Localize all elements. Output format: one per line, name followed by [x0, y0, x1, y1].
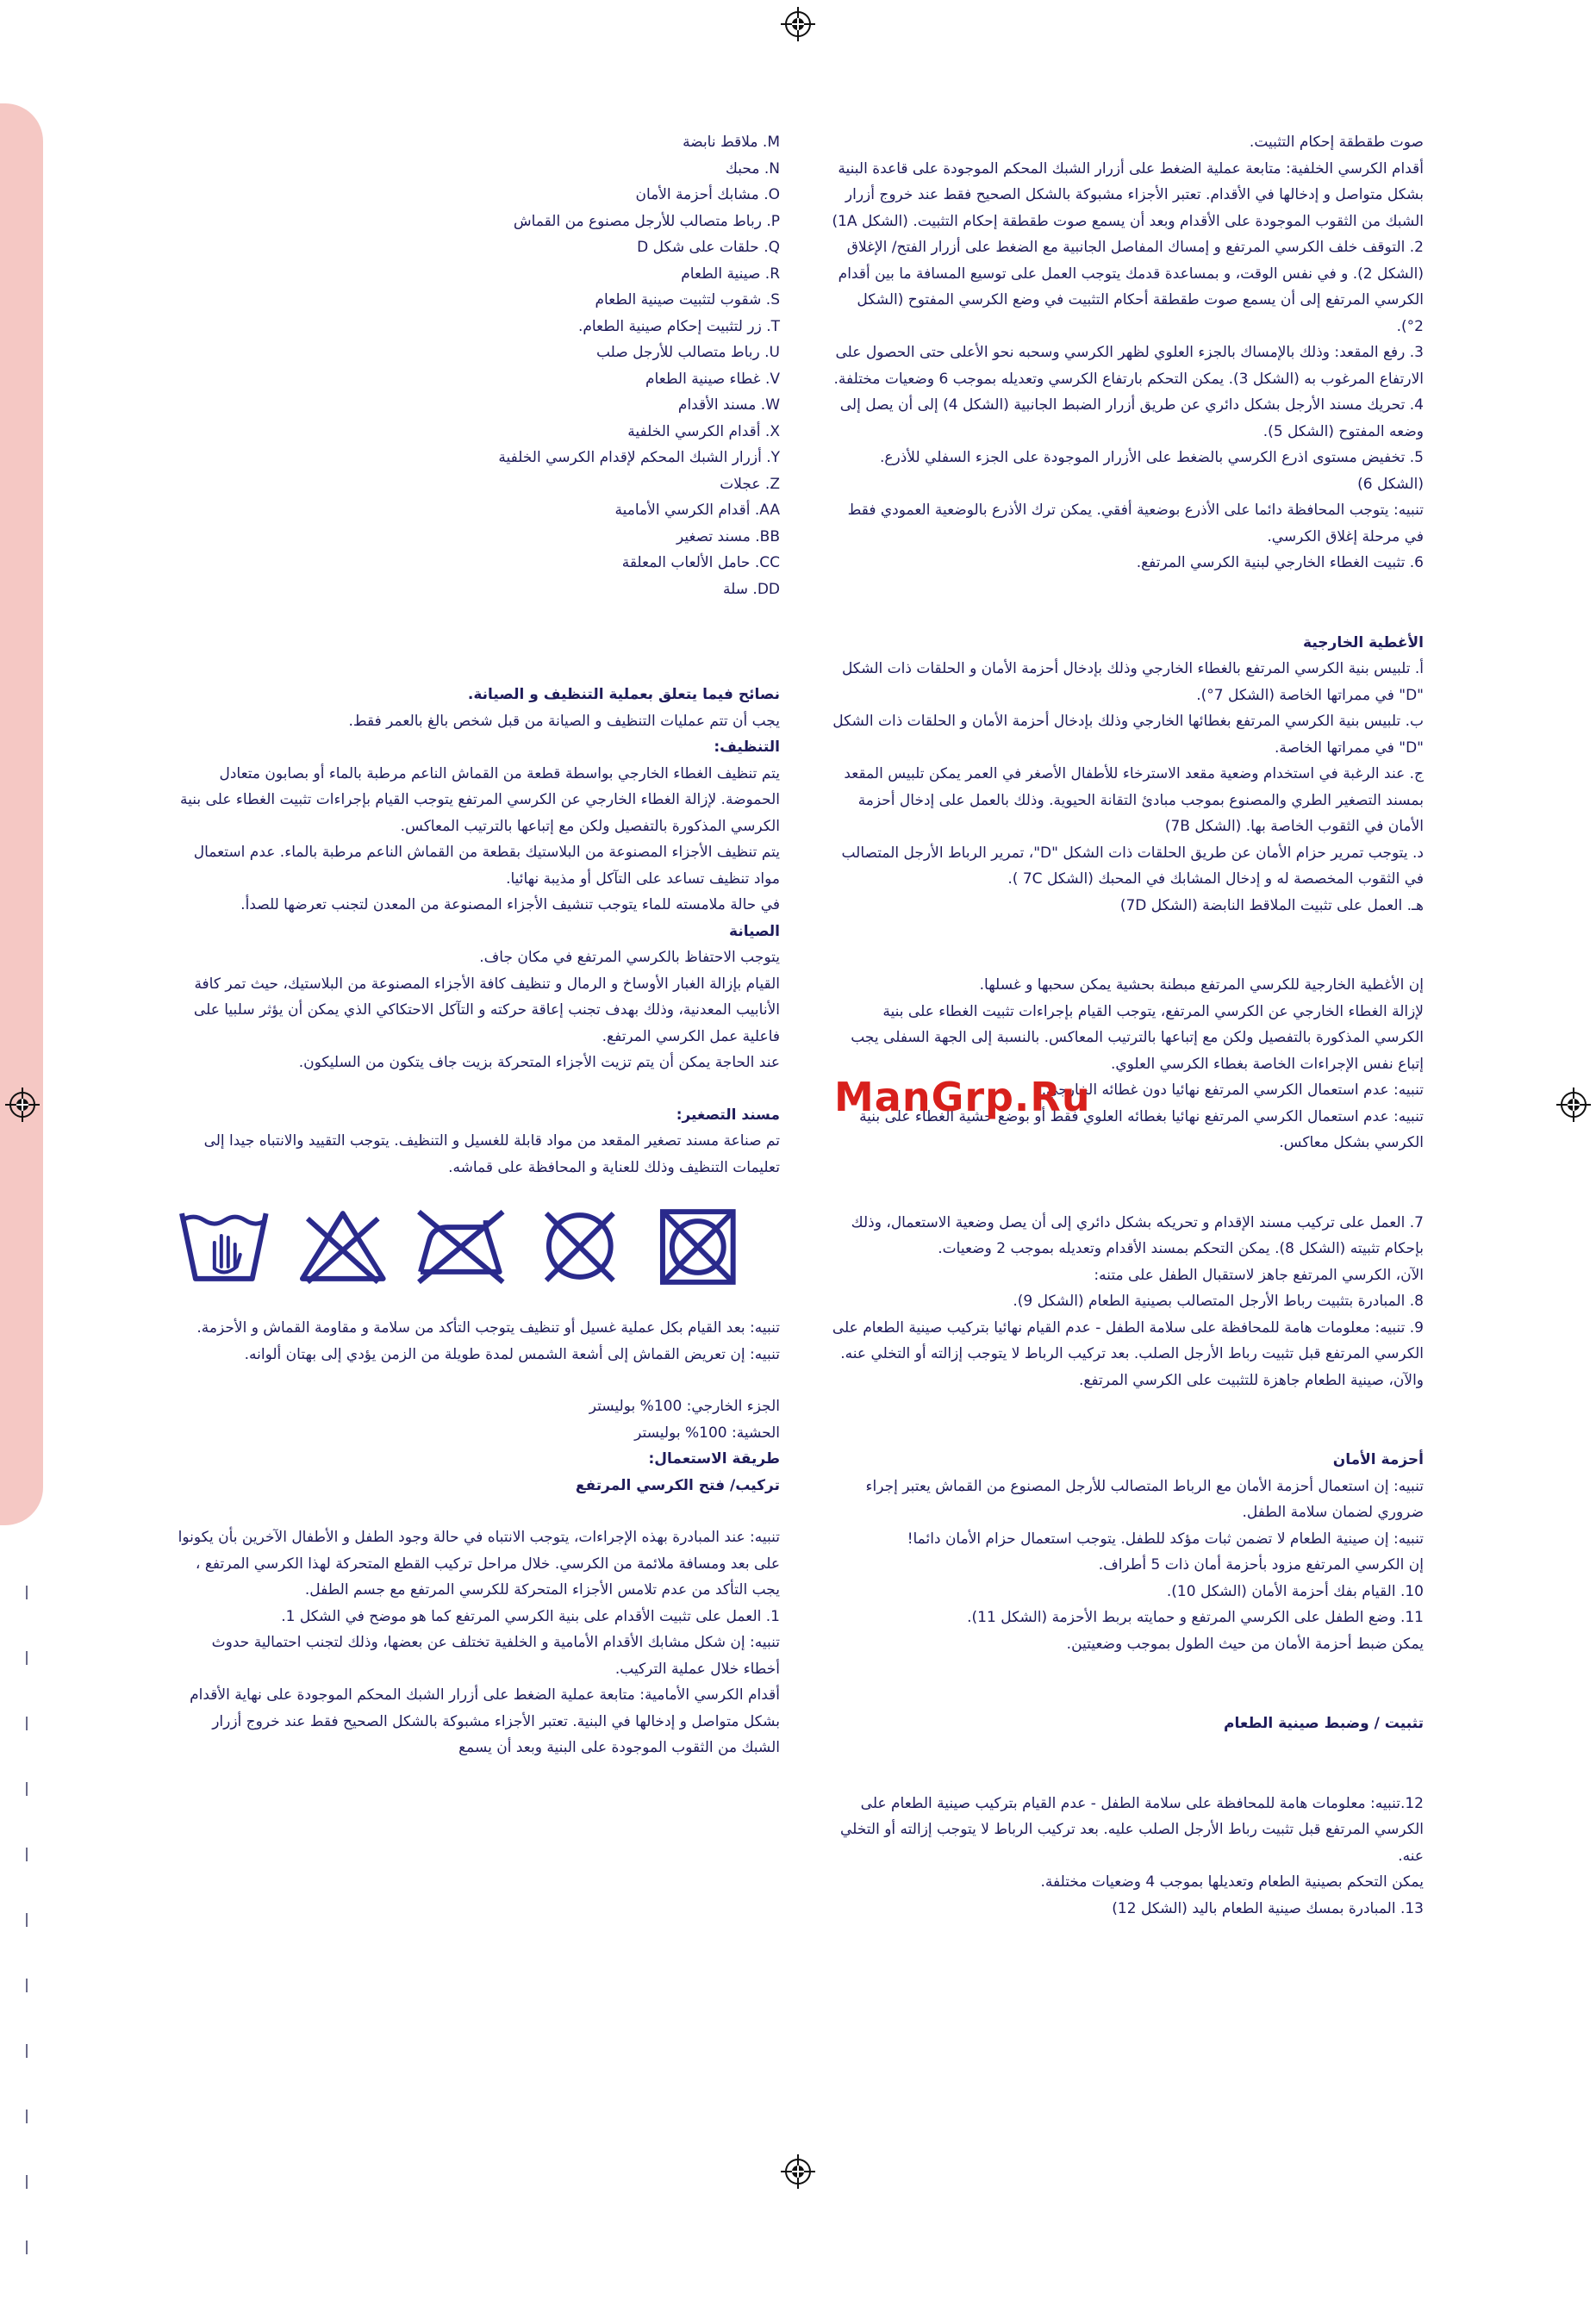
paragraph: 10. القيام بفك أحزمة الأمان (الشكل 10). [1166, 1582, 1424, 1600]
paragraph: 3. رفع المقعد: وذلك بالإمساك بالجزء العلوي لظهر الكرسي وسحبه نحو الأعلى حتى الحصول على الارتفاع المرغوب به (الشكل 3). يمكن التحكم بارتفاع الكرسي وتعديله بموجب 6 وضعيات مختلفة. [833, 344, 1424, 388]
section-heading: أحزمة الأمان [1332, 1451, 1424, 1468]
registration-mark-icon [1556, 1088, 1591, 1122]
section-heading: تركيب/ فتح الكرسي المرتفع [575, 1476, 780, 1494]
list-item: X. أقدام الكرسي الخلفية [627, 422, 780, 440]
paragraph: د. يتوجب تمرير حزام الأمان عن طريق الحلقات ذات الشكل "D"، تمرير الرباط الأرجل المتصالب في الثقوب المخصصة له و إدخال المشابك في المحبك (الشكل 7C ). [841, 844, 1424, 888]
section-heading: الصيانة [729, 922, 780, 940]
paragraph: تنبيه: عدم استعمال الكرسي المرتفع نهائيا بغطائه العلوي فقط أو بوضع حشية الغطاء على بنية الكرسي بشكل معاكس. [859, 1107, 1424, 1151]
edge-trim-marks [26, 1586, 31, 2306]
list-item: O. مشابك أحزمة الأمان [635, 186, 780, 203]
paragraph: يمكن التحكم بصينية الطعام وتعديلها بموجب 4 وضعيات مختلفة. [1040, 1873, 1424, 1891]
list-item: P. رباط متصالب للأرجل مصنوع من القماش [513, 212, 780, 230]
paragraph: 2. التوقف خلف الكرسي المرتفع و إمساك المفاصل الجانبية مع الضغط على أزرار الفتح/ الإغلاق (الشكل 2). و في نفس الوقت، و بمساعدة قدمك يتوجب العمل على توسيع المسافة ما بين أقدام الكرسي المرتفع إلى أن يسمع صوت طقطقة أحكام التثبيت في وضع الكرسي المفتوح (الشكل 2°). [838, 239, 1424, 335]
paragraph: 13. المبادرة بمسك صينية الطعام باليد (الشكل 12) [1112, 1899, 1424, 1917]
list-item: S. شقوب لتثبيت صينية الطعام [595, 291, 780, 309]
paragraph: أ. تلبيس بنية الكرسي المرتفع بالغطاء الخارجي وذلك بإدخال أحزمة الأمان و الحلقات ذات الشكل "D" في ممراتها الخاصة (الشكل 7°). [841, 660, 1424, 704]
paragraph: تنبيه: إن صينية الطعام لا تضمن ثبات مؤكد للطفل. يتوجب استعمال حزام الأمان دائما! [907, 1530, 1424, 1548]
paragraph: أقدام الكرسي الخلفية: متابعة عملية الضغط على أزرار الشبك المحكم الموجودة على قاعدة البنية بشكل متواصل و إدخالها في الأقدام. تعتبر الأجزاء مشبوكة بالشكل الصحيح فقط عند خروج أزرار الشبك من الثقوب الموجودة على الأقدام وبعد أن يسمع صوت طقطقة إحكام التثبيت. (الشكل 1A) [832, 159, 1424, 230]
watermark: ManGrp.Ru [834, 1074, 1091, 1120]
section-heading: تثبيت / وضبط صينية الطعام [1224, 1715, 1424, 1732]
paragraph: عند الحاجة يمكن أن يتم تزيت الأجزاء المتحركة بزيت جاف يتكون من السليكون. [298, 1054, 780, 1071]
paragraph: القيام بإزالة الغبار الأوساخ و الرمال و تنظيف كافة الأجزاء المصنوعة من البلاستيك، حيث تمر كافة الأنابيب المعدنية، وذلك بهدف تجنب إعاقة حركته و التآكل الاحتكاكي الذي يمكن أن يؤثر سلبيا على فاعلية عمل الكرسي المرتفع. [193, 975, 780, 1045]
paragraph: والآن، صينية الطعام جاهزة للتثبيت على الكرسي المرتفع. [1079, 1371, 1424, 1389]
do-not-bleach-icon [296, 1206, 390, 1286]
section-heading: مسند التصغير: [676, 1106, 780, 1124]
do-not-tumble-dry-icon [651, 1206, 745, 1286]
list-item: U. رباط متصالب للأرجل صلب [595, 344, 780, 361]
section-heading: نصائح فيما يتعلق بعملية التنظيف و الصيانة. [467, 686, 780, 703]
paragraph: الآن، الكرسي المرتفع جاهز لاستقبال الطفل على متنه: [1094, 1266, 1424, 1284]
list-item: R. صينية الطعام [681, 265, 780, 283]
registration-mark-icon [781, 2154, 815, 2189]
section-heading: التنظيف: [714, 739, 780, 756]
paragraph: 11. وضع الطفل على الكرسي المرتفع و حمايته بربط الأحزمة (الشكل 11). [967, 1609, 1424, 1626]
paragraph: تنبيه: عدم استعمال الكرسي المرتفع نهائيا دون غطائه الخارجي. [1041, 1081, 1424, 1099]
list-item: Q. حلقات على شكل D [637, 239, 780, 256]
list-item: M. ملاقط نابضة [683, 134, 780, 151]
paragraph: تنبيه: إن استعمال أحزمة الأمان مع الرباط المتصالب للأرجل المصنوع من القماش يعتبر إجراء ضروري لضمان سلامة الطفل. [865, 1477, 1424, 1521]
paragraph: يتوجب الاحتفاظ بالكرسي المرتفع في مكان جاف. [479, 949, 780, 966]
paragraph: ج. عند الرغبة في استخدام وضعية مقعد الاسترخاء للأطفال الأصغر في العمر يمكن تلبيس المقعد بمسند التصغير الطري والمصنوع بموجب مبادئ التقانة الحيوية. وذلك بالعمل على إدخال أحزمة الأمان في الثقوب الخاصة بها. (الشكل 7B) [844, 765, 1424, 835]
do-not-dry-clean-icon [533, 1206, 627, 1286]
list-item: V. غطاء صينية الطعام [645, 370, 780, 388]
paragraph: صوت طقطقة إحكام التثبيت. [1249, 134, 1424, 151]
paragraph: تنبيه: عند المبادرة بهذه الإجراءات، يتوجب الانتباه في حالة وجود الطفل و الأطفال الآخرين بأن يكونوا على بعد ومسافة ملائمة من الكرسي. خلال مراحل تركيب القطع المتحركة لهذا الكرسي المرتفع ، يجب التأكد من عدم تلامس الأجزاء المتحركة للكرسي المرتفع مع جسم الطفل. [178, 1529, 780, 1599]
paragraph: ب. تلبيس بنية الكرسي المرتفع بغطائها الخارجي وذلك بإدخال أحزمة الأمان و الحلقات ذات الشكل "D" في ممراتها الخاصة. [832, 713, 1424, 757]
paragraph: يتم تنظيف الغطاء الخارجي بواسطة قطعة من القماش الناعم مرطبة بالماء أو بصابون متعادل الحموضة. لإزالة الغطاء الخارجي عن الكرسي المرتفع يتوجب القيام بإجراءات تثبيت الغطاء على بنية الكرسي المذكورة بالتفصيل ولكن مع إتباعها بالترتيب المعاكس. [180, 764, 780, 835]
paragraph: 6. تثبيت الغطاء الخارجي لبنية الكرسي المرتفع. [1136, 554, 1424, 571]
list-item: Z. عجلات [720, 475, 780, 493]
paragraph: تم صناعة مسند تصغير المقعد من مواد قابلة للغسيل و التنظيف. يتوجب التقييد والانتباه جيدا إلى تعليمات التنظيف وذلك للعناية و المحافظة على قماشه. [203, 1132, 780, 1176]
paragraph: يمكن ضبط أحزمة الأمان من حيث الطول بموجب وضعيتين. [1066, 1635, 1424, 1653]
registration-mark-icon [781, 7, 815, 41]
section-heading: طريقة الاستعمال: [648, 1450, 780, 1468]
paragraph: 9. تنبيه: معلومات هامة للمحافظة على سلامة الطفل - عدم القيام نهائيا بتركيب صينية الطعام على الكرسي المرتفع قبل تثبيت رباط الأرجل الصلب. بعد تركيب الرباط لا يتوجب إزالته أو التخلي عنه. [832, 1318, 1424, 1362]
parts-list [177, 129, 780, 602]
page-edge-tab [0, 103, 43, 1525]
paragraph: أقدام الكرسي الأمامية: متابعة عملية الضغط على أزرار الشبك المحكم الموجودة على نهاية الأقدام بشكل متواصل و إدخالها في البنية. تعتبر الأجزاء مشبوكة بالشكل الصحيح فقط عند خروج أزرار الشبك من الثقوب الموجودة على البنية وبعد أن يسمع [190, 1686, 780, 1756]
do-not-iron-icon [414, 1206, 508, 1286]
paragraph: تنبيه: بعد القيام بكل عملية غسيل أو تنظيف يتوجب التأكد من سلامة و مقاومة القماش و الأحزمة. [196, 1319, 780, 1337]
paragraph: الحشية: 100% بوليستر [634, 1424, 780, 1442]
list-item: Y. أزرار الشبك المحكم لإقدام الكرسي الخلفية [498, 449, 780, 466]
paragraph: 8. المبادرة بتثبيت رباط الأرجل المتصالب بصينية الطعام (الشكل 9). [1013, 1293, 1424, 1310]
list-item: AA. أقدام الكرسي الأمامية [614, 502, 780, 519]
registration-mark-icon [5, 1088, 40, 1122]
paragraph: تنبيه: إن شكل مشابك الأقدام الأمامية و الخلفية تختلف عن بعضها، وذلك لتجنب احتمالية حدوث أخطاء خلال عملية التركيب. [211, 1634, 780, 1678]
paragraph: 4. تحريك مسند الأرجل بشكل دائري عن طريق أزرار الضبط الجانبية (الشكل 4) إلى أن يصل إلى وضعه المفتوح (الشكل 5). [839, 396, 1424, 440]
paragraph: يتم تنظيف الأجزاء المصنوعة من البلاستيك بقطعة من القماش الناعم مرطبة بالماء. عدم استعمال مواد تنظيف تساعد على التآكل أو مذيبة نهائيا. [193, 844, 780, 888]
paragraph: في حالة ملامسته للماء يتوجب تنشيف الأجزاء المصنوعة من المعدن لتجنب تعرضها للصدأ. [240, 896, 780, 913]
list-item: BB. مسند تصغير [676, 527, 780, 545]
list-item: CC. حامل الألعاب المعلقة [621, 554, 780, 571]
paragraph: تنبيه: إن تعريض القماش إلى أشعة الشمس لمدة طويلة من الزمن يؤدي إلى بهتان ألوانه. [244, 1345, 780, 1363]
paragraph: 1. العمل على تثبيت الأقدام على بنية الكرسي المرتفع كما هو موضح في الشكل 1. [281, 1607, 780, 1625]
care-symbols [177, 1206, 780, 1286]
paragraph: يجب أن تتم عمليات التنظيف و الصيانة من قبل شخص بالغ بالعمر فقط. [348, 712, 780, 730]
hand-wash-icon [177, 1206, 271, 1286]
paragraph: 12.تنبيه: معلومات هامة للمحافظة على سلامة الطفل - عدم القيام بتركيب صينية الطعام على الكرسي المرتفع قبل تثبيت رباط الأرجل الصلب عليه. بعد تركيب الرباط لا يتوجب إزالته أو التخلي عنه. [840, 1794, 1424, 1865]
list-item: W. مسند الأقدام [677, 396, 780, 414]
paragraph: هـ. العمل على تثبيت الملاقط النابضة (الشكل 7D) [1119, 896, 1424, 914]
paragraph: 7. العمل على تركيب مسند الإقدام و تحريكه بشكل دائري إلى أن يصل وضعية الاستعمال، وذلك بإحكام تثبيته (الشكل 8). يمكن التحكم بمسند الأقدام وتعديله بموجب 2 وضعيات. [851, 1213, 1424, 1257]
paragraph: تنبيه: يتوجب المحافظة دائما على الأذرع بوضعية أفقي. يمكن ترك الأذرع بالوضعية العمودي فقط في مرحلة إغلاق الكرسي. [847, 502, 1424, 545]
paragraph: إن الكرسي المرتفع مزود بأحزمة أمان ذات 5 أطراف. [1098, 1556, 1424, 1574]
list-item: N. محبك [725, 159, 780, 178]
right-column [829, 129, 1424, 1922]
left-column [177, 129, 780, 1761]
section-heading: الأغطية الخارجية [1303, 633, 1424, 651]
paragraph: لإزالة الغطاء الخارجي عن الكرسي المرتفع، يتوجب القيام بإجراءات تثبيت الغطاء على بنية الكرسي المذكورة بالتفصيل ولكن مع إتباعها بالترتيب المعاكس. بالنسبة إلى الجهة السفلى يجب إتباع نفس الإجراءات الخاصة بغطاء الكرسي العلوي. [851, 1002, 1424, 1073]
paragraph: الجزء الخارجي: 100% بوليستر [589, 1398, 780, 1415]
paragraph: إن الأغطية الخارجية للكرسي المرتفع مبطنة بحشية يمكن سحبها و غسلها. [979, 976, 1424, 994]
list-item: DD. سلة [723, 580, 780, 598]
list-item: T. زر لتثبيت إحكام صينية الطعام. [577, 317, 780, 335]
paragraph: 5. تخفيض مستوى اذرع الكرسي بالضغط على الأزرار الموجودة على الجزء السفلي للأذرع. (الشكل 6) [879, 449, 1424, 493]
